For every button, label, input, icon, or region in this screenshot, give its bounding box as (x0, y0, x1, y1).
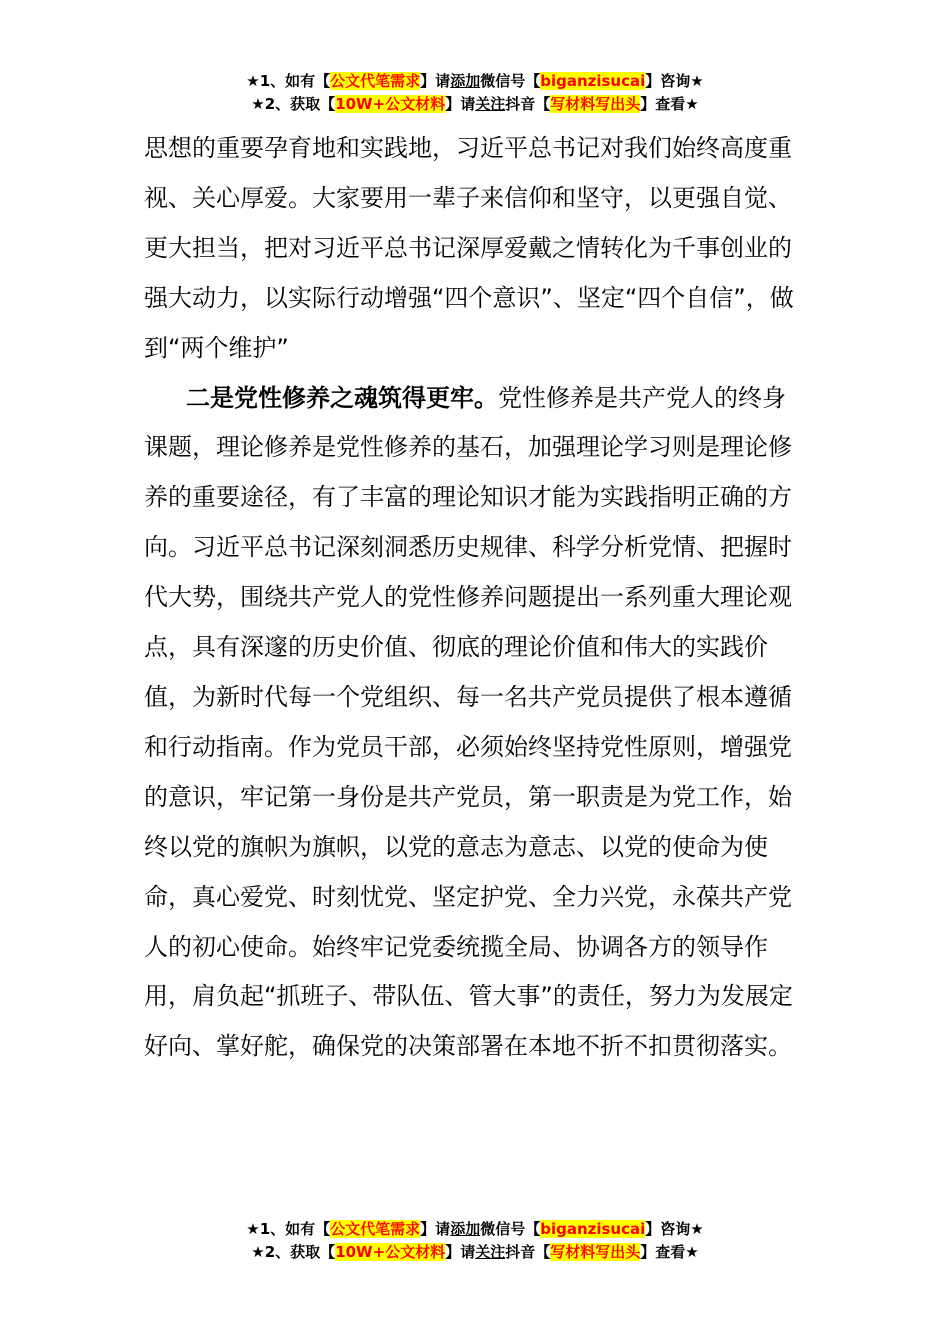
banner-text: 】请 (420, 72, 451, 90)
banner-text: ★2、获取【 (251, 1243, 336, 1261)
underlined-text: 添加 (450, 1220, 481, 1238)
banner-line-2 (0, 93, 950, 116)
highlight-service: 公文代笔需求 (330, 1220, 421, 1238)
highlight-wechat-id: biganzisucai (540, 72, 646, 90)
underlined-text: 关注 (475, 1243, 506, 1261)
banner-line-1 (0, 1218, 950, 1241)
paragraph-2-text: 党性修养是共产党人的终身课题，理论修养是党性修养的基石，加强理论学习则是理论修养的重要途径，有了丰富的理论知识才能为实践指明正确的方向。习近平总书记深刻洞悉历史规律、科学分析党情、把握时代大势，围绕共产党人的党性修养问题提出一系列重大理论观点，具有深邃的历史价值、彻底的理论价值和伟大的实践价值，为新时代每一个党组织、每一名共产党员提供了根本遵循和行动指南。作为党员干部，必须始终坚持党性原则，增强党的意识，牢记第一身份是共产党员，第一职责是为党工作，始终以党的旗帜为旗帜，以党的意志为意志、以党的使命为使命，真心爱党、时刻忧党、坚定护党、全力兴党，永葆共产党人的初心使命。始终牢记党委统揽全局、协调各方的领导作用，肩负起“抓班子、带队伍、管大事”的责任，努力为发展定好向、掌好舵，确保党的决策部署在本地不折不扣贯彻落实。 (144, 383, 793, 1061)
banner-text: 】请 (420, 1220, 451, 1238)
banner-text: ★1、如有【 (246, 1220, 331, 1238)
banner-text: 微信号【 (480, 72, 541, 90)
banner-text: 微信号【 (480, 1220, 541, 1238)
header-banner (0, 70, 950, 116)
banner-line-2 (0, 1241, 950, 1264)
highlight-materials: 10W+公文材料 (335, 1243, 446, 1261)
footer-banner (0, 1218, 950, 1264)
paragraph-heading: 二是党性修养之魂筑得更牢。 (186, 383, 498, 412)
banner-text: 】请 (445, 95, 476, 113)
banner-text: 】咨询★ (645, 72, 704, 90)
highlight-materials: 10W+公文材料 (335, 95, 446, 113)
underlined-text: 关注 (475, 95, 506, 113)
highlight-service: 公文代笔需求 (330, 72, 421, 90)
underlined-text: 添加 (450, 72, 481, 90)
paragraph-2 (144, 374, 806, 1073)
banner-text: 】请 (445, 1243, 476, 1261)
banner-text: ★2、获取【 (251, 95, 336, 113)
banner-text: 抖音【 (505, 95, 551, 113)
banner-text: 】查看★ (640, 1243, 699, 1261)
banner-line-1 (0, 70, 950, 93)
paragraph-1: 思想的重要孕育地和实践地，习近平总书记对我们始终高度重视、关心厚爱。大家要用一辈子来信仰和坚守，以更强自觉、更大担当，把对习近平总书记深厚爱戴之情转化为千事创业的强大动力，以实际行动增强“四个意识”、坚定“四个自信”，做到“两个维护” (144, 134, 794, 362)
banner-text: ★1、如有【 (246, 72, 331, 90)
banner-text: 抖音【 (505, 1243, 551, 1261)
highlight-wechat-id: biganzisucai (540, 1220, 646, 1238)
highlight-douyin-account: 写材料写出头 (550, 95, 641, 113)
banner-text: 】咨询★ (645, 1220, 704, 1238)
banner-text: 】查看★ (640, 95, 699, 113)
highlight-douyin-account: 写材料写出头 (550, 1243, 641, 1261)
document-body (144, 124, 806, 1072)
